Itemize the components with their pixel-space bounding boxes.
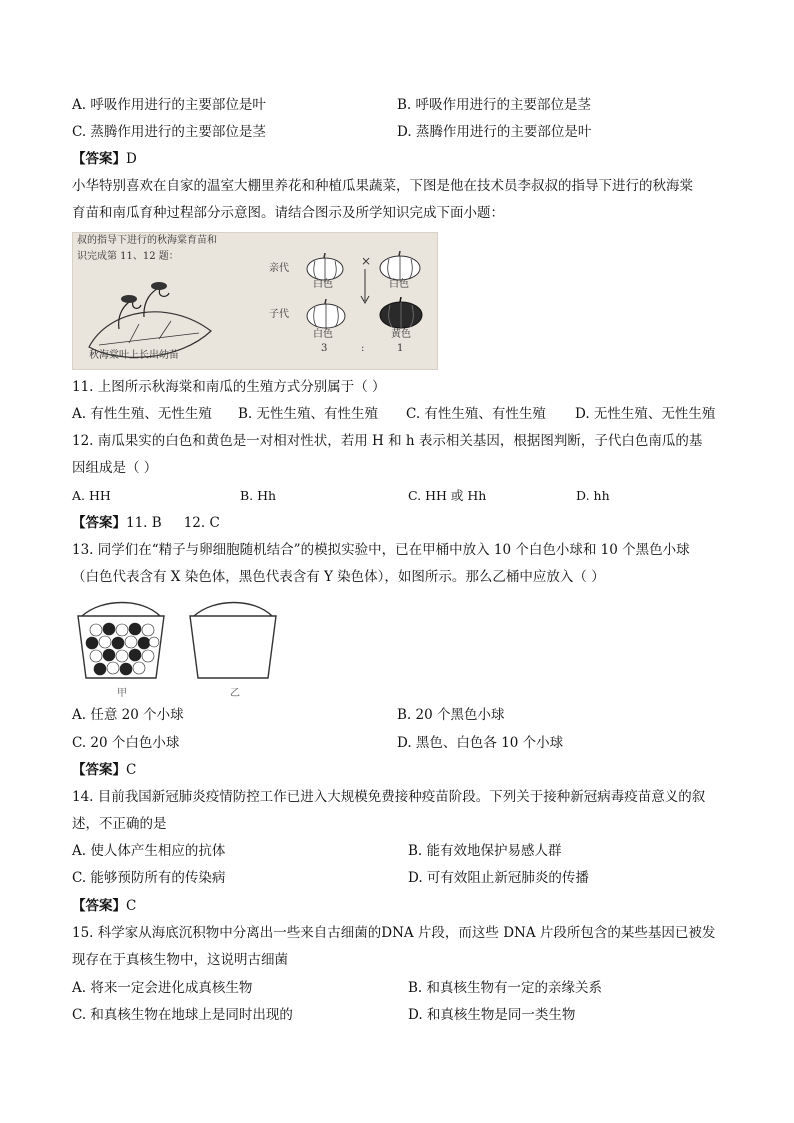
q10-option-b: B. 呼吸作用进行的主要部位是茎 — [397, 97, 592, 113]
child-yellow-label: 黄色 — [391, 329, 411, 340]
ratio-colon: : — [361, 343, 365, 354]
q15-option-a: A. 将来一定会进化成真核生物 — [72, 980, 253, 996]
q13-option-b: B. 20 个黑色小球 — [397, 707, 505, 723]
parent-white-label-2: 白色 — [389, 279, 409, 290]
q14-option-c: C. 能够预防所有的传染病 — [72, 870, 226, 886]
answer-value: D — [126, 151, 137, 167]
q14-answer — [72, 897, 136, 915]
q14-stem-2: 述，不正确的是 — [72, 816, 167, 832]
bucket-jia-label: 甲 — [117, 688, 127, 699]
q13-answer — [72, 761, 136, 779]
down-arrow-icon — [360, 269, 370, 305]
q10-option-c: C. 蒸腾作用进行的主要部位是茎 — [72, 124, 266, 140]
q12-option-c: C. HH 或 Hh — [408, 488, 487, 503]
q13-option-c: C. 20 个白色小球 — [72, 735, 180, 751]
child-white-label: 白色 — [313, 329, 333, 340]
parent-white-label: 白色 — [313, 279, 333, 290]
q11-option-a: A. 有性生殖、无性生殖 — [72, 406, 212, 422]
q11-option-d: D. 无性生殖、无性生殖 — [575, 406, 716, 422]
q12-option-b: B. Hh — [240, 488, 277, 503]
answer-value: C — [126, 898, 137, 914]
answer-11: 11. B — [126, 515, 162, 531]
answer-label: 【答案】 — [72, 515, 126, 531]
q15-option-d: D. 和真核生物是同一类生物 — [408, 1007, 576, 1023]
q12-option-d: D. hh — [576, 488, 610, 503]
q10-option-d: D. 蒸腾作用进行的主要部位是叶 — [397, 124, 592, 140]
ratio-right: 1 — [397, 343, 404, 354]
intro-line-1: 小华特别喜欢在自家的温室大棚里养花和种植瓜果蔬菜，下图是他在技术员李叔叔的指导下进行的秋海棠 — [72, 178, 693, 194]
child-generation-label: 子代 — [269, 309, 289, 320]
q15-stem-2: 现存在于真核生物中，这说明古细菌 — [72, 952, 288, 968]
q13-stem-1: 13. 同学们在“精子与卵细胞随机结合”的模拟实验中，已在甲桶中放入 10 个白色小球和 10 个黑色小球 — [72, 542, 690, 558]
begonia-pumpkin-figure — [72, 232, 438, 370]
q12-stem-1: 12. 南瓜果实的白色和黄色是一对相对性状，若用 H 和 h 表示相关基因，根据图判断，子代白色南瓜的基 — [72, 433, 703, 449]
q14-option-a: A. 使人体产生相应的抗体 — [72, 843, 226, 859]
answer-12: 12. C — [183, 515, 220, 531]
answer-label: 【答案】 — [72, 898, 126, 914]
answer-label: 【答案】 — [72, 151, 126, 167]
figure-header-1: 叔的指导下进行的秋海棠育苗和 — [77, 235, 217, 246]
figure-caption: 秋海棠叶上长出幼苗 — [89, 350, 179, 361]
q15-option-c: C. 和真核生物在地球上是同时出现的 — [72, 1007, 293, 1023]
bucket-illustration — [72, 598, 282, 684]
ratio-left: 3 — [321, 343, 328, 354]
q13-stem-2: （白色代表含有 X 染色体，黑色代表含有 Y 染色体），如图所示。那么乙桶中应放入（ ） — [72, 569, 605, 585]
q14-option-b: B. 能有效地保护易感人群 — [408, 843, 562, 859]
q11-q12-answer — [72, 514, 220, 532]
q12-option-a: A. HH — [72, 488, 111, 503]
q10-option-a: A. 呼吸作用进行的主要部位是叶 — [72, 97, 266, 113]
yellow-pumpkin-icon — [378, 297, 424, 329]
q10-answer — [72, 150, 137, 168]
answer-label: 【答案】 — [72, 762, 126, 778]
white-pumpkin-icon — [305, 299, 347, 329]
q14-option-d: D. 可有效阻止新冠肺炎的传播 — [408, 870, 589, 886]
intro-line-2: 育苗和南瓜育种过程部分示意图。请结合图示及所学知识完成下面小题： — [72, 205, 504, 221]
white-pumpkin-icon — [378, 251, 422, 281]
parent-generation-label: 亲代 — [269, 263, 289, 274]
q12-stem-2: 因组成是（ ） — [72, 460, 158, 476]
q14-stem-1: 14. 目前我国新冠肺炎疫情防控工作已进入大规模免费接种疫苗阶段。下列关于接种新冠病毒疫苗意义的叙 — [72, 789, 706, 805]
figure-header-2: 识完成第 11、12 题： — [77, 251, 179, 262]
q11-option-c: C. 有性生殖、有性生殖 — [406, 406, 546, 422]
q13-option-d: D. 黑色、白色各 10 个小球 — [397, 735, 564, 751]
cross-symbol: × — [361, 254, 372, 268]
q15-stem-1: 15. 科学家从海底沉积物中分离出一些来自古细菌的DNA 片段，而这些 DNA 片段所包含的某些基因已被发 — [72, 925, 716, 941]
q15-option-b: B. 和真核生物有一定的亲缘关系 — [408, 980, 603, 996]
q11-option-b: B. 无性生殖、有性生殖 — [238, 406, 379, 422]
q13-option-a: A. 任意 20 个小球 — [72, 707, 184, 723]
white-pumpkin-icon — [305, 253, 345, 281]
answer-value: C — [126, 762, 137, 778]
bucket-yi-label: 乙 — [230, 688, 240, 699]
buckets-figure — [72, 598, 282, 698]
q11-stem: 11. 上图所示秋海棠和南瓜的生殖方式分别属于（ ） — [72, 379, 386, 395]
